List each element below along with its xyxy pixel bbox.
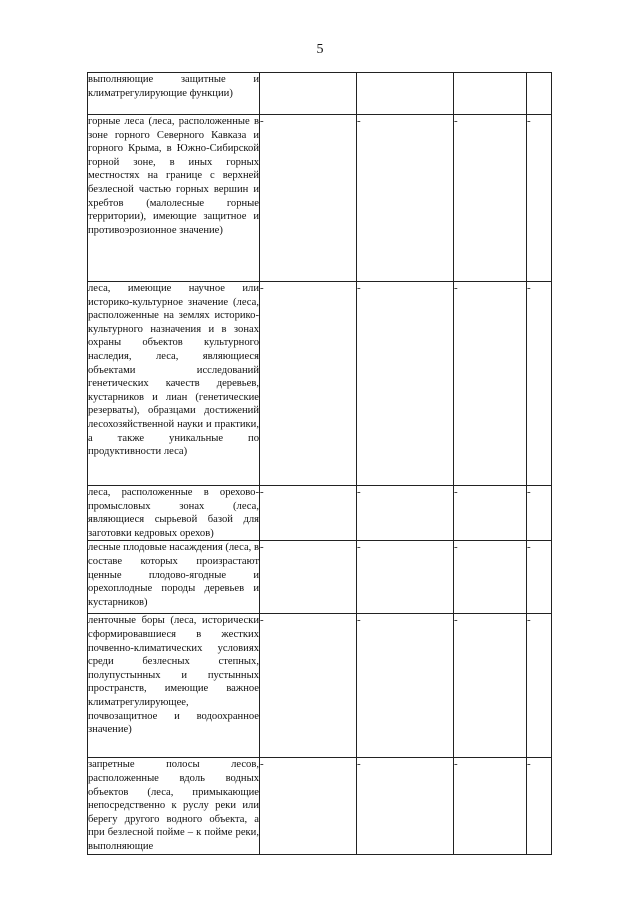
value-cell — [527, 73, 552, 115]
value-cell — [260, 73, 357, 115]
value-cell: - — [260, 758, 357, 854]
value-cell: - — [260, 115, 357, 282]
forest-categories-table — [87, 72, 552, 855]
value-cell: - — [454, 115, 527, 282]
value-cell: - — [527, 486, 552, 541]
value-cell: - — [357, 282, 454, 486]
value-cell: - — [527, 758, 552, 854]
table-row — [88, 282, 552, 486]
category-description: леса, расположенные в орехово-промысловых зонах (леса, являющиеся сырьевой базой для заготовки кедровых орехов) — [88, 486, 260, 541]
table-row — [88, 758, 552, 854]
category-description: ленточные боры (леса, исторически сформировавшиеся в жестких почвенно-климатических условиях среди безлесных степных, полупустынных и пустынных пространств, имеющие важное климатрегулирующее, почвозащитное и водоохранное значение) — [88, 614, 260, 758]
value-cell: - — [527, 115, 552, 282]
value-cell: - — [454, 282, 527, 486]
value-cell: - — [357, 541, 454, 614]
value-cell: - — [357, 614, 454, 758]
category-description: леса, имеющие научное или историко-культурное значение (леса, расположенные на землях историко-культурного назначения и в зонах охраны объектов культурного наследия, леса, являющиеся объектами исследований генетических качеств деревьев, кустарников и лиан (генетические резерваты), образцами достижений лесохозяйственной науки и практики, а также уникальные по продуктивности леса) — [88, 282, 260, 486]
page-number: 5 — [316, 42, 324, 57]
value-cell: - — [527, 541, 552, 614]
value-cell: - — [527, 282, 552, 486]
value-cell: - — [527, 614, 552, 758]
category-description: выполняющие защитные и климатрегулирующие функции) — [88, 73, 260, 115]
category-description: горные леса (леса, расположенные в зоне горного Северного Кавказа и горного Крыма, в Южно-Сибирской горной зоне, в иных горных местностях на границе с верхней безлесной частью горных вершин и хребтов (малолесные горные территории), имеющие защитное и противоэрозионное значение) — [88, 115, 260, 282]
value-cell: - — [357, 758, 454, 854]
value-cell: - — [260, 614, 357, 758]
value-cell: - — [454, 486, 527, 541]
value-cell: - — [260, 541, 357, 614]
value-cell: - — [454, 758, 527, 854]
value-cell: - — [357, 115, 454, 282]
table-row — [88, 541, 552, 614]
value-cell — [454, 73, 527, 115]
table-row — [88, 115, 552, 282]
table-row — [88, 73, 552, 115]
value-cell: - — [260, 282, 357, 486]
value-cell — [357, 73, 454, 115]
category-description: лесные плодовые насаждения (леса, в составе которых произрастают ценные плодово-ягодные и орехоплодные породы деревьев и кустарников) — [88, 541, 260, 614]
value-cell: - — [454, 541, 527, 614]
value-cell: - — [260, 486, 357, 541]
table-row — [88, 486, 552, 541]
category-description: запретные полосы лесов, расположенные вдоль водных объектов (леса, примыкающие непосредственно к руслу реки или берегу другого водного объекта, а при безлесной пойме – к пойме реки, выполняющие — [88, 758, 260, 854]
value-cell: - — [454, 614, 527, 758]
table-row — [88, 614, 552, 758]
value-cell: - — [357, 486, 454, 541]
